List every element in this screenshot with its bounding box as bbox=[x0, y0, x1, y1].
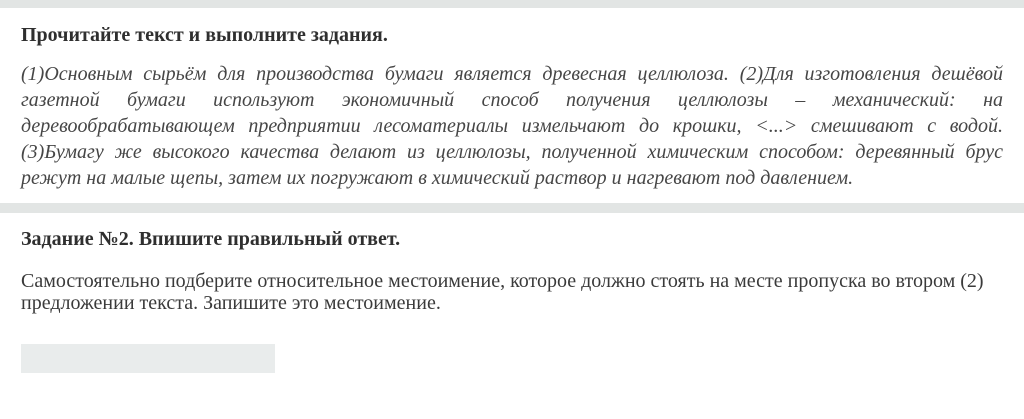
task-section bbox=[0, 213, 1024, 419]
task-instruction: Самостоятельно подберите относительное местоимение, которое должно стоять на месте пропуска во втором (2) предложении текста. Запишите это местоимение. bbox=[21, 270, 984, 314]
reading-section-heading: Прочитайте текст и выполните задания. bbox=[21, 24, 388, 46]
answer-input[interactable] bbox=[21, 344, 275, 373]
reading-section bbox=[0, 8, 1024, 203]
reading-passage: (1)Основным сырьём для производства бумаги является древесная целлюлоза. (2)Для изготовления дешёвой газетной бумаги используют экономичный способ получения целлюлозы – механический: на деревообрабатывающем предприятии лесоматериалы измельчают до крошки, <...> смешивают с водой. (3)Бумагу же высокого качества делают из целлюлозы, полученной химическим способом: деревянный брус режут на малые щепы, затем их погружают в химический раствор и нагревают под давлением. bbox=[21, 63, 1003, 189]
task-heading: Задание №2. Впишите правильный ответ. bbox=[21, 228, 401, 250]
